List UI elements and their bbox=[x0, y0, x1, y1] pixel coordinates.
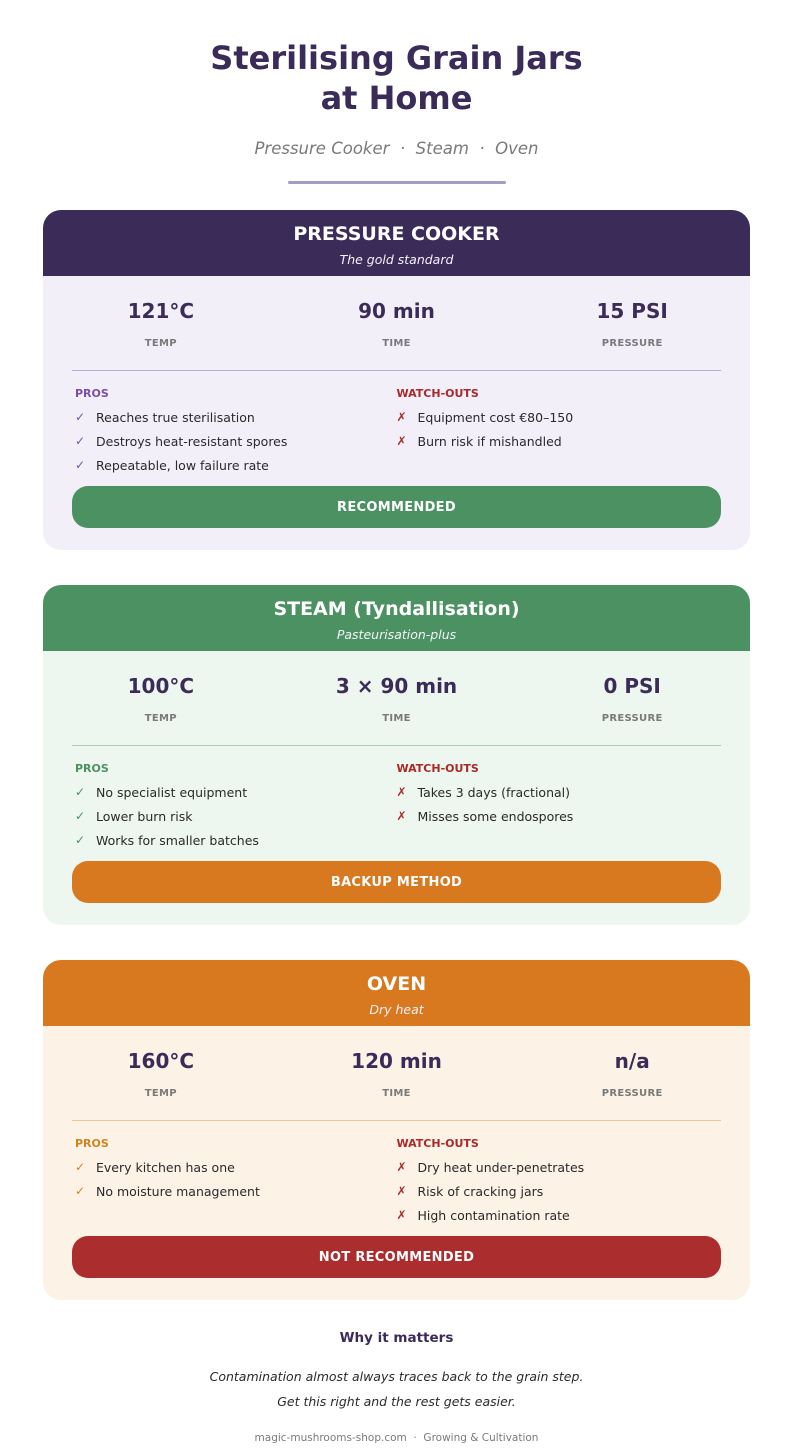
check-icon: ✓ bbox=[75, 434, 86, 448]
method-card-oven bbox=[43, 960, 750, 1300]
site-credit: magic-mushrooms-shop.com · Growing & Cultivation bbox=[254, 1432, 539, 1444]
stats-row bbox=[43, 276, 750, 370]
check-icon: ✓ bbox=[75, 458, 86, 472]
cross-icon: ✗ bbox=[396, 785, 407, 799]
stat-value: 15 PSI bbox=[596, 299, 668, 323]
stat-label: PRESSURE bbox=[601, 338, 663, 349]
stat-temp bbox=[43, 276, 279, 370]
card-tagline: The gold standard bbox=[339, 252, 454, 267]
stat-pressure bbox=[514, 1026, 750, 1120]
method-card-pressure-cooker bbox=[43, 210, 750, 550]
card-title: OVEN bbox=[366, 973, 427, 995]
watch-out-item bbox=[397, 785, 719, 809]
watch-out-text: High contamination rate bbox=[417, 1208, 570, 1223]
card-header bbox=[43, 585, 750, 651]
stat-value: 0 PSI bbox=[603, 674, 661, 698]
page-title bbox=[0, 38, 793, 118]
watch-out-text: Equipment cost €80–150 bbox=[417, 410, 574, 425]
stat-pressure bbox=[514, 276, 750, 370]
stat-time bbox=[279, 651, 515, 745]
pro-item bbox=[75, 434, 397, 458]
watch-out-text: Takes 3 days (fractional) bbox=[417, 785, 571, 800]
check-icon: ✓ bbox=[75, 785, 86, 799]
page-title-line-2: at Home bbox=[320, 79, 473, 117]
pro-item bbox=[75, 833, 397, 857]
stat-temp bbox=[43, 1026, 279, 1120]
why-note bbox=[0, 1364, 793, 1414]
pros-heading: PROS bbox=[75, 387, 109, 400]
stat-label: TIME bbox=[382, 338, 411, 349]
card-tagline: Dry heat bbox=[369, 1002, 424, 1017]
check-icon: ✓ bbox=[75, 833, 86, 847]
card-title: PRESSURE COOKER bbox=[293, 223, 500, 245]
cross-icon: ✗ bbox=[396, 410, 407, 424]
stat-label: TIME bbox=[382, 1088, 411, 1099]
card-tagline: Pasteurisation-plus bbox=[336, 627, 457, 642]
stat-value: n/a bbox=[614, 1049, 650, 1073]
watch-outs-column bbox=[397, 1137, 719, 1236]
stat-label: TEMP bbox=[144, 713, 177, 724]
pro-text: Destroys heat-resistant spores bbox=[96, 434, 288, 449]
pro-text: No moisture management bbox=[96, 1184, 260, 1199]
stats-row bbox=[43, 651, 750, 745]
stat-label: PRESSURE bbox=[601, 1088, 663, 1099]
watch-out-text: Risk of cracking jars bbox=[417, 1184, 544, 1199]
watch-out-item bbox=[397, 1184, 719, 1208]
watch-outs-column bbox=[397, 387, 719, 486]
footer bbox=[0, 1330, 793, 1444]
verdict-badge: BACKUP METHOD bbox=[72, 861, 721, 903]
stat-time bbox=[279, 276, 515, 370]
pros-column bbox=[75, 387, 397, 486]
cross-icon: ✗ bbox=[396, 1160, 407, 1174]
stat-label: PRESSURE bbox=[601, 713, 663, 724]
stat-value: 160°C bbox=[127, 1049, 195, 1073]
verdict-badge: NOT RECOMMENDED bbox=[72, 1236, 721, 1278]
stat-label: TEMP bbox=[144, 1088, 177, 1099]
pro-item bbox=[75, 410, 397, 434]
cross-icon: ✗ bbox=[396, 1184, 407, 1198]
stat-value: 90 min bbox=[358, 299, 435, 323]
check-icon: ✓ bbox=[75, 809, 86, 823]
stat-pressure bbox=[514, 651, 750, 745]
stat-value: 121°C bbox=[127, 299, 195, 323]
pro-item bbox=[75, 458, 397, 482]
cross-icon: ✗ bbox=[396, 1208, 407, 1222]
watch-out-item bbox=[397, 1208, 719, 1232]
page-title-line-1: Sterilising Grain Jars bbox=[210, 39, 583, 77]
page-header bbox=[0, 0, 793, 184]
stat-value: 100°C bbox=[127, 674, 195, 698]
watch-outs-heading: WATCH-OUTS bbox=[396, 387, 479, 400]
pro-text: Works for smaller batches bbox=[96, 833, 259, 848]
pros-column bbox=[75, 762, 397, 861]
pro-text: Repeatable, low failure rate bbox=[96, 458, 269, 473]
watch-outs-column bbox=[397, 762, 719, 861]
stat-temp bbox=[43, 651, 279, 745]
pro-text: Reaches true sterilisation bbox=[96, 410, 255, 425]
page-subtitle: Pressure Cooker · Steam · Oven bbox=[254, 139, 539, 158]
pro-item bbox=[75, 1160, 397, 1184]
verdict-badge: RECOMMENDED bbox=[72, 486, 721, 528]
card-header bbox=[43, 210, 750, 276]
cross-icon: ✗ bbox=[396, 434, 407, 448]
watch-out-item bbox=[397, 809, 719, 833]
method-card-steam bbox=[43, 585, 750, 925]
pro-item bbox=[75, 1184, 397, 1208]
check-icon: ✓ bbox=[75, 1160, 86, 1174]
pros-cons bbox=[43, 371, 750, 486]
watch-out-text: Misses some endospores bbox=[417, 809, 574, 824]
watch-out-item bbox=[397, 410, 719, 434]
pros-column bbox=[75, 1137, 397, 1236]
pro-item bbox=[75, 785, 397, 809]
watch-outs-heading: WATCH-OUTS bbox=[396, 1137, 479, 1150]
why-heading: Why it matters bbox=[339, 1330, 454, 1346]
watch-outs-heading: WATCH-OUTS bbox=[396, 762, 479, 775]
pro-text: Every kitchen has one bbox=[96, 1160, 235, 1175]
pros-heading: PROS bbox=[75, 1137, 109, 1150]
stat-value: 3 × 90 min bbox=[335, 674, 458, 698]
watch-out-item bbox=[397, 434, 719, 458]
check-icon: ✓ bbox=[75, 410, 86, 424]
card-title: STEAM (Tyndallisation) bbox=[273, 598, 520, 620]
stat-label: TIME bbox=[382, 713, 411, 724]
cross-icon: ✗ bbox=[396, 809, 407, 823]
pros-heading: PROS bbox=[75, 762, 109, 775]
why-note-line-1: Contamination almost always traces back to the grain step. bbox=[209, 1369, 584, 1384]
watch-out-text: Dry heat under-penetrates bbox=[417, 1160, 585, 1175]
pro-text: Lower burn risk bbox=[96, 809, 193, 824]
stat-time bbox=[279, 1026, 515, 1120]
pro-text: No specialist equipment bbox=[96, 785, 248, 800]
pros-cons bbox=[43, 1121, 750, 1236]
why-note-line-2: Get this right and the rest gets easier. bbox=[277, 1394, 516, 1409]
check-icon: ✓ bbox=[75, 1184, 86, 1198]
stats-row bbox=[43, 1026, 750, 1120]
pro-item bbox=[75, 809, 397, 833]
header-divider bbox=[288, 181, 506, 184]
watch-out-item bbox=[397, 1160, 719, 1184]
stat-label: TEMP bbox=[144, 338, 177, 349]
watch-out-text: Burn risk if mishandled bbox=[417, 434, 562, 449]
stat-value: 120 min bbox=[351, 1049, 442, 1073]
card-header bbox=[43, 960, 750, 1026]
pros-cons bbox=[43, 746, 750, 861]
